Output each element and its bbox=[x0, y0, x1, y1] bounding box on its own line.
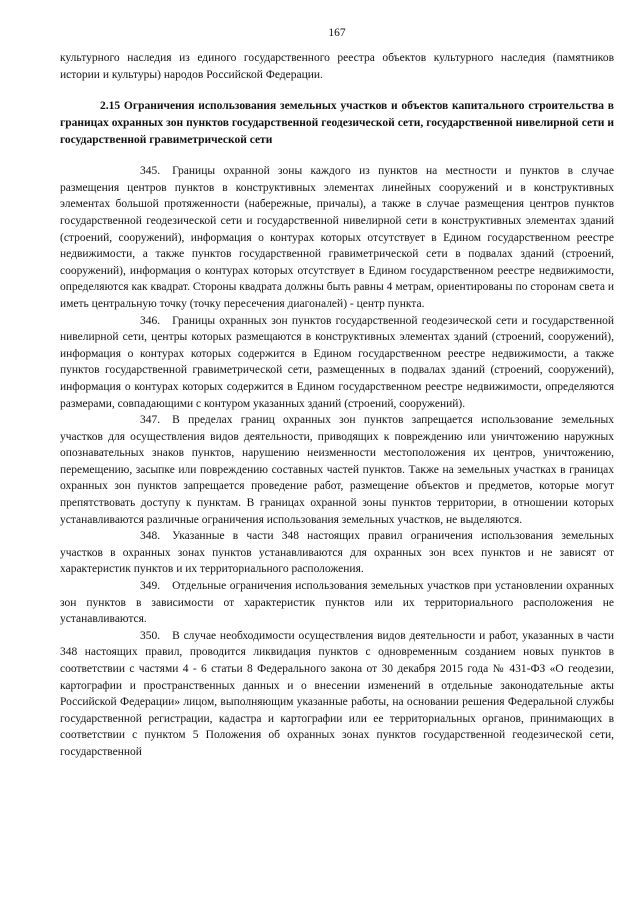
document-page bbox=[60, 26, 614, 761]
paragraph-number: 348. bbox=[140, 530, 161, 543]
paragraph-number: 350. bbox=[140, 629, 161, 642]
paragraph-346 bbox=[60, 313, 614, 413]
paragraph-number: 345. bbox=[140, 165, 161, 178]
paragraph-text: В пределах границ охранных зон пунктов запрещается использование земельных участков для осуществления видов деятельности, приводящих к повреждению или уничтожению наружных опознавательных знаков пунктов, нарушению неизменности местоположения их центров, уничтожению, перемещению, засыпке или повреждению составных частей пунктов. Также на земельных участках в границах охранных зон пунктов запрещается проведение работ, размещение объектов и предметов, которые могут препятствовать доступу к пунктам. В границах охранной зоны пунктов территории, в отношении которых устанавливаются различные ограничения использования земельных участков, не выделяются. bbox=[60, 414, 614, 526]
paragraph-text: Границы охранных зон пунктов государственной геодезической сети и государственной нивелирной сети, центры которых размещаются в конструктивных элементах зданий (строений, сооружений), информация о контурах которых содержится в Едином государственном реестре недвижимости, а также пунктов государственной гравиметрической сети, размещенных в подвалах зданий (строений, сооружений), информация о контурах которых содержится в Едином государственном реестре недвижимости, определяются размерами, совпадающими с контуром указанных зданий (строений, сооружений). bbox=[60, 314, 614, 410]
paragraph-349 bbox=[60, 578, 614, 628]
section-heading: 2.15 Ограничения использования земельных участков и объектов капитального строительства в границах охранных зон пунктов государственной геодезической сети, государственной нивелирной сети и государственной гравиметрической сети bbox=[60, 100, 614, 147]
paragraph-number: 346. bbox=[140, 314, 161, 327]
paragraph-number: 347. bbox=[140, 414, 161, 427]
paragraph-text: Указанные в части 348 настоящих правил ограничения использования земельных участков в охранных зонах пунктов устанавливаются для охранных зон всех пунктов и не зависят от характеристик пунктов и их территориального расположения. bbox=[60, 530, 614, 576]
paragraph-text: Отдельные ограничения использования земельных участков при установлении охранных зон пунктов в зависимости от характеристик пунктов или их территориального расположения не устанавливаются. bbox=[60, 580, 614, 626]
paragraph-348 bbox=[60, 528, 614, 578]
paragraph-345 bbox=[60, 163, 614, 312]
paragraph-text: Границы охранной зоны каждого из пунктов на местности и пунктов в случае размещения центров пунктов в конструктивных элементах линейных сооружений и в конструктивных элементах большой протяженности (набережные, причалы), а также в случае размещения центров пунктов государственной геодезической сети и государственной нивелирной сети в конструктивных элементах зданий (строений, сооружений), информация о контурах которых отсутствует в Едином государственном реестре недвижимости, а также пунктов государственной гравиметрической сети в подвалах зданий (строений, сооружений), информация о контурах которых отсутствует в Едином государственном реестре недвижимости, определяются как квадрат. Стороны квадрата должны быть равны 4 метрам, ориентированы по сторонам света и иметь центральную точку (точку пересечения диагоналей) - центр пункта. bbox=[60, 165, 614, 310]
paragraph-347 bbox=[60, 412, 614, 528]
intro-paragraph: культурного наследия из единого государственного реестра объектов культурного наследия (памятников истории и культуры) народов Российской Федерации. bbox=[60, 52, 614, 81]
paragraph-350 bbox=[60, 628, 614, 761]
paragraph-number: 349. bbox=[140, 580, 161, 593]
paragraph-text: В случае необходимости осуществления видов деятельности и работ, указанных в части 348 настоящих правил, проводится ликвидация пунктов с одновременным созданием новых пунктов в соответствии с частями 4 - 6 статьи 8 Федерального закона от 30 декабря 2015 года № 431-ФЗ «О геодезии, картографии и пространственных данных и о внесении изменений в отдельные законодательные акты Российской Федерации» лицом, выполняющим указанные работы, на основании решения Федеральной службы государственной регистрации, кадастра и картографии или ее территориальных органов, принимающих в соответствии с пунктом 5 Положения об охранных зонах пунктов государственной геодезической сети, государственной bbox=[60, 629, 614, 758]
page-number: 167 bbox=[328, 27, 346, 39]
